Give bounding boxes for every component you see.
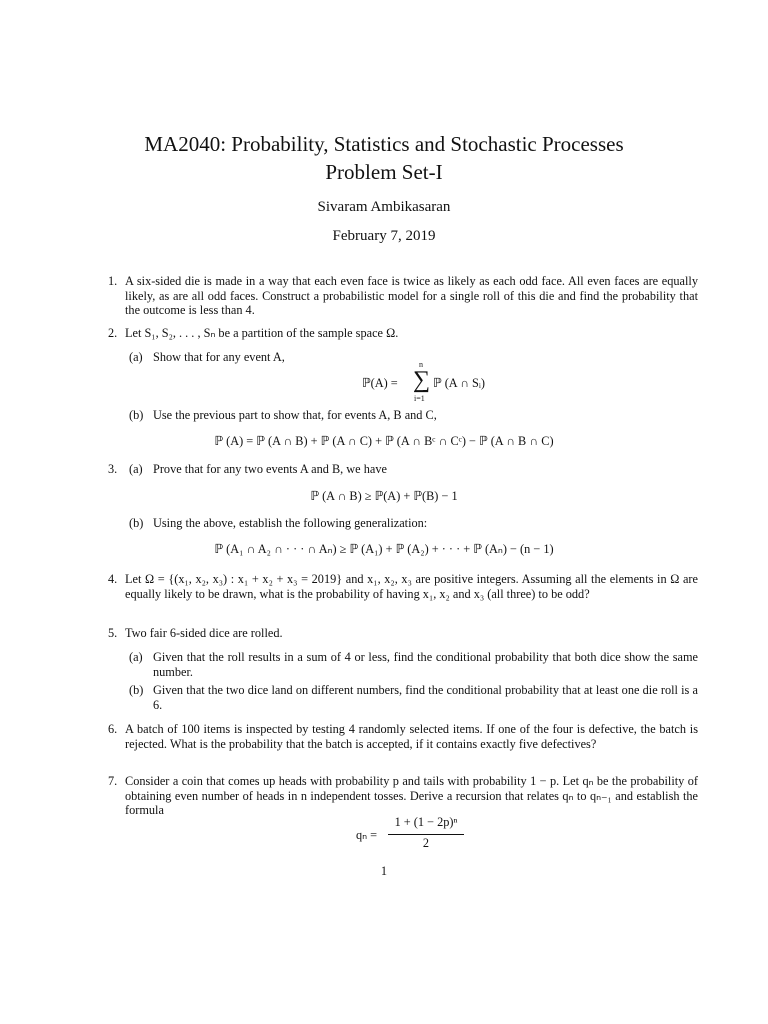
eq-denominator: 2	[422, 836, 430, 850]
document-title	[0, 130, 768, 186]
problem-text: A six-sided die is made in a way that each even face is twice as likely as each odd face. All even faces are equally likely, as are all odd faces. Construct a probabilistic model for a single roll of this die and find the probability that the outcome is less than 4.	[125, 274, 698, 318]
eq-rhs: ℙ (A ∩ Sᵢ)	[433, 376, 485, 390]
eq-lhs: ℙ(A) =	[362, 376, 398, 390]
sigma-icon: ∑	[413, 367, 431, 393]
eq-sum-lower: i=1	[414, 394, 425, 403]
equation-3a: ℙ (A ∩ B) ≥ ℙ(A) + ℙ(B) − 1	[310, 489, 458, 503]
part-label: (b)	[129, 683, 144, 697]
problem-text: Consider a coin that comes up heads with probability p and tails with probability 1 − p. Let qₙ be the probability of obtaining even number of heads in n independent tosses. Derive a recursion that relates qₙ to qₙ₋₁ and establish the formula	[125, 774, 698, 818]
part-label: (a)	[129, 462, 143, 476]
title-line-1: MA2040: Probability, Statistics and Stochastic Processes	[144, 132, 624, 156]
part-label: (a)	[129, 350, 143, 364]
problem-number: 4.	[108, 572, 118, 586]
part-text: Using the above, establish the following generalization:	[153, 516, 428, 530]
part-label: (b)	[129, 408, 144, 422]
problem-text: Two fair 6-sided dice are rolled.	[125, 626, 283, 640]
part-text: Given that the two dice land on different numbers, find the conditional probability that at least one die roll is a 6.	[153, 683, 698, 712]
date: February 7, 2019	[332, 228, 436, 244]
equation-7	[356, 815, 476, 855]
problem-number: 2.	[108, 326, 118, 340]
problem-text: A batch of 100 items is inspected by testing 4 randomly selected items. If one of the four is defective, the batch is rejected. What is the probability that the batch is accepted, if it contains exactly five defectives?	[125, 722, 698, 751]
problem-text: Let Ω = {(x₁, x₂, x₃) : x₁ + x₂ + x₃ = 2019} and x₁, x₂, x₃ are positive integers. Assuming all the elements in Ω are equally likely to be drawn, what is the probability of having x₁, x₂ and x₃ (all three) to be odd?	[125, 572, 698, 601]
problem-number: 1.	[108, 274, 118, 288]
eq-sum-upper: n	[419, 360, 423, 369]
part-label: (b)	[129, 516, 144, 530]
author: Sivaram Ambikasaran	[317, 199, 451, 215]
part-label: (a)	[129, 650, 143, 664]
equation-3b: ℙ (A₁ ∩ A₂ ∩ · · · ∩ Aₙ) ≥ ℙ (A₁) + ℙ (A₂) + · · · + ℙ (Aₙ) − (n − 1)	[214, 542, 554, 556]
page-number: 1	[380, 864, 388, 878]
eq-lhs: qₙ =	[356, 828, 378, 842]
part-text: Given that the roll results in a sum of 4 or less, find the conditional probability that both dice show the same number.	[153, 650, 698, 679]
part-text: Prove that for any two events A and B, we have	[153, 462, 387, 476]
equation-total-probability	[362, 360, 502, 406]
part-text: Show that for any event A,	[153, 350, 285, 364]
problem-number: 7.	[108, 774, 118, 788]
problem-number: 6.	[108, 722, 118, 736]
title-line-2: Problem Set-I	[325, 160, 443, 184]
part-text: Use the previous part to show that, for events A, B and C,	[153, 408, 437, 422]
problem-number: 5.	[108, 626, 118, 640]
problem-text: Let S₁, S₂, . . . , Sₙ be a partition of the sample space Ω.	[125, 326, 399, 340]
fraction-bar	[388, 834, 464, 835]
problem-number: 3.	[108, 462, 118, 476]
eq-numerator: 1 + (1 − 2p)ⁿ	[394, 815, 458, 829]
equation-2b: ℙ (A) = ℙ (A ∩ B) + ℙ (A ∩ C) + ℙ (A ∩ Bᶜ ∩ Cᶜ) − ℙ (A ∩ B ∩ C)	[214, 434, 554, 448]
